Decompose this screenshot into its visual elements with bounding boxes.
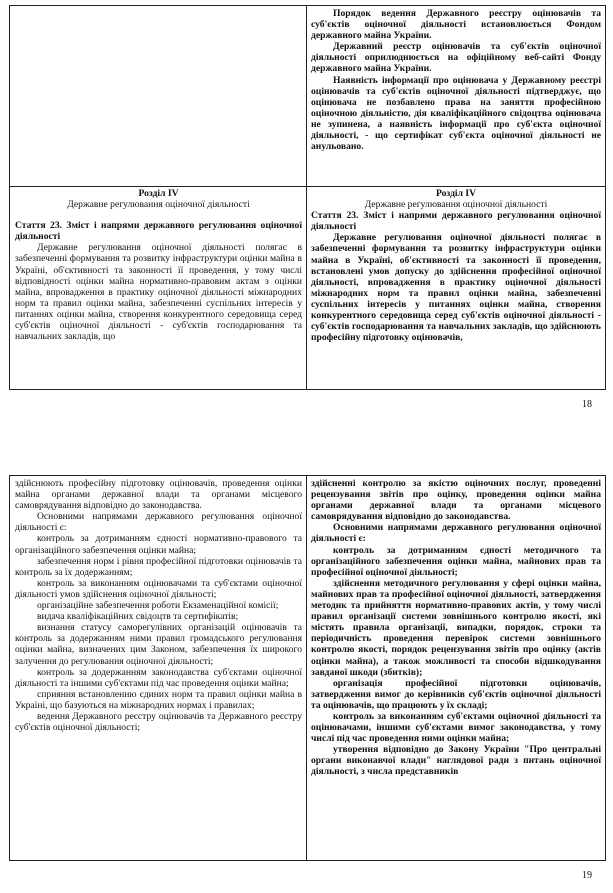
- paragraph: контроль за додержанням законодавства суб'єктами оціночної діяльності та іншими суб'єктами під час проведення оцінки майна;: [15, 666, 302, 689]
- paragraph: Державне регулювання оціночної діяльності полягає в забезпеченні формування та розвитку інфраструктури оцінки майна в Україні, об'єктивності та законності її проведення, у тому числі відповідності оцінки майна нормативно-правовим актам з оцінки майна, впровадження в практику оціночної діяльності міжнародних норм та правил оцінки майна, забезпеченні суспільних інтересів у питаннях оцінки майна, створення конкурентного середовища серед суб'єктів оціночної діяльності - суб'єктів господарювання та навчальних закладів, що: [15, 242, 302, 343]
- section-number: Розділ IV: [435, 188, 477, 199]
- p1-right-cell: [311, 188, 601, 388]
- section-number: Розділ IV: [138, 188, 179, 199]
- paragraph: утворення відповідно до Закону України "Про центральні органи виконавчої влади" наглядової ради з питань оціночної діяльності, з числа представників: [311, 744, 601, 778]
- paragraph: контроль за виконанням суб'єктами оціночної діяльності та оцінювачами, іншими суб'єктами вимог законодавства, у тому числі під час проведення ними оцінки майна;: [311, 710, 601, 745]
- p2-right-cell: [311, 478, 601, 859]
- p1-left-cell: [15, 188, 302, 388]
- paragraph: сприяння встановленню єдиних норм та правил оцінки майна в Україні, що базуються на міжнародних нормах і правилах;: [15, 688, 302, 711]
- paragraph: організація професійної підготовки оцінювачів, затвердження вимог до керівників суб'єктів оціночної діяльності та оцінювачів, що працюють у їх складі;: [311, 677, 601, 711]
- article-heading: Стаття 23. Зміст і напрями державного регулювання оціночної діяльності: [311, 210, 601, 233]
- paragraph: здійснюють професійну підготовку оцінювачів, проведення оцінки майна органами державної влади та органами місцевого самоврядування відповідно до законодавства.: [15, 478, 302, 512]
- paragraph: Основними напрямами державного регулювання оціночної діяльності є:: [311, 522, 601, 545]
- section-title: Державне регулювання оціночної діяльності: [67, 199, 250, 211]
- paragraph: Основними напрямами державного регулювання оціночної діяльності є:: [15, 511, 302, 534]
- page-number: 18: [582, 399, 592, 410]
- section-title: Державне регулювання оціночної діяльності: [364, 199, 548, 211]
- paragraph: Державне регулювання оціночної діяльності полягає в забезпеченні формування та розвитку інфраструктури оцінки майна в Україні, об'єктивності та законності її проведення, встановлені умов допуску до здійснення професійної оціночної діяльності, впровадження в практику оціночної діяльності міжнародних норм та правил оцінки майна, забезпеченні суспільних інтересів у питаннях оцінки майна, створення конкурентного середовища серед суб'єктів оціночної діяльності - суб'єктів господарювання та навчальних закладів, що здійснюють професійну підготовку оцінювачів,: [311, 232, 601, 344]
- column-divider: [306, 476, 307, 860]
- paragraph: контроль за дотриманням єдності нормативно-правового та організаційного забезпечення оцінки майна;: [15, 533, 302, 556]
- paragraph: видача кваліфікаційних свідоцтв та сертифікатів;: [37, 611, 239, 623]
- paragraph: Наявність інформації про оцінювача у Державному реєстрі оцінювачів та суб'єктів оціночної діяльності підтверджує, що оцінювача не позбавлено права на заняття професійною оціночною діяльністю, дія кваліфікаційного свідоцтва оцінювача не зупинена, а наявність інформації про суб'єкта оціночної діяльності, - що сертифікат суб'єкта оціночної діяльності не анульовано.: [311, 74, 601, 153]
- page1-table: [9, 5, 606, 390]
- paragraph: контроль за виконанням оцінювачами та суб'єктами оціночної діяльності умов здійснення оціночної діяльності;: [15, 577, 302, 600]
- paragraph: здійснення методичного регулювання у сфері оцінки майна, майнових прав та професійної оціночної діяльності, затвердження методик та прийняття нормативно-правових актів, у тому числі правил організації системи зовнішнього контролю якості, які містять правила організації, випадки, порядок, строки та періодичність проведення перевірок системи зовнішнього контролю якості, порядок рецензування звітів про оцінку (актів оцінки майна), а також можливості та способи відшкодування завданої шкоди (збитків);: [311, 577, 601, 678]
- p2-left-cell: [15, 478, 302, 859]
- column-divider: [306, 6, 307, 389]
- paragraph: визнання статусу саморегулівних організацій оцінювачів та контроль за додержанням ними правил громадського регулювання оцінки майна, визначених цим Законом, забезпечення їх широкого залучення до регулювання оціночної діяльності;: [15, 622, 302, 667]
- row-divider: [10, 186, 605, 187]
- paragraph: Порядок ведення Державного реєстру оцінювачів та суб'єктів оціночної діяльності встановлюється Фондом державного майна України.: [311, 8, 601, 42]
- paragraph: ведення Державного реєстру оцінювачів та Державного реєстру суб'єктів оціночної діяльності;: [15, 710, 302, 734]
- article-heading: Стаття 23. Зміст і напрями державного регулювання оціночної діяльності: [15, 220, 302, 243]
- p1-right-top-cell: [311, 8, 601, 184]
- paragraph: контроль за дотриманням єдності методичного та організаційного забезпечення оцінки майна, майнових прав та професійної оціночної діяльності;: [311, 544, 601, 578]
- paragraph: Державний реєстр оцінювачів та суб'єктів оціночної діяльності оприлюднюється на офіційному веб-сайті Фонду державного майна України.: [311, 41, 601, 75]
- paragraph: здійсненні контролю за якістю оціночних послуг, проведенні рецензування звітів про оцінку, проведення оцінки майна органами державної влади та органами місцевого самоврядування відповідно до законодавства.: [311, 478, 601, 523]
- page-number: 19: [582, 870, 592, 881]
- page2-table: [9, 475, 606, 861]
- paragraph: організаційне забезпечення роботи Екзаменаційної комісії;: [37, 600, 279, 612]
- paragraph: забезпечення норм і рівня професійної підготовки оцінювачів та контроль за їх додержанням;: [15, 555, 302, 578]
